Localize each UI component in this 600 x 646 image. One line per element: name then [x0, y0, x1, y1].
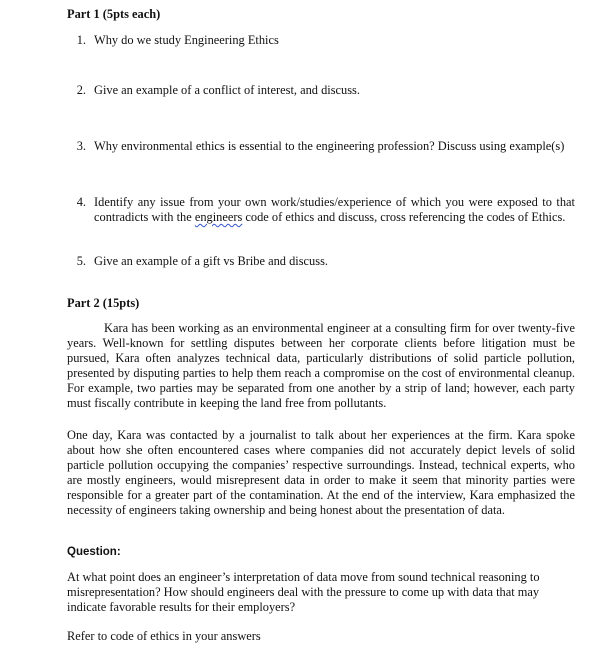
footer-note: Refer to code of ethics in your answers [67, 629, 261, 643]
question-number: 4. [76, 195, 86, 209]
question-text: Why do we study Engineering Ethics [94, 33, 279, 47]
part2-heading: Part 2 (15pts) [67, 296, 140, 310]
question-text-part: code of ethics and discuss, cross referencing the codes of Ethics. [242, 210, 566, 224]
question-text: Give an example of a conflict of interest, and discuss. [94, 83, 360, 97]
question-text: Why environmental ethics is essential to the engineering profession? Discuss using example(s) [94, 139, 565, 153]
scenario-paragraph-1: Kara has been working as an environmental engineer at a consulting firm for over twenty-five years. Well-known for settling disputes between her corporate clients before litigation must be pursued, Kara often analyzes technical data, particularly distributions of solid particle pollution, presented by disputing parties to help them reach a compromise on the cost of environmental cleanup. For example, two parties may be separated from one another by a strip of land; however, each party must fiscally contribute in keeping the land free from pollutants. [67, 321, 575, 410]
question-number: 3. [76, 139, 86, 153]
spellcheck-flagged-word: engineers [194, 210, 243, 224]
question-label: Question: [67, 546, 121, 558]
question-text-part: Identify any issue from your own work/studies/experience of which you were exposed to that contradicts with the [94, 195, 575, 224]
question-number: 5. [76, 254, 86, 268]
question-number: 1. [76, 33, 86, 47]
question-number: 2. [76, 83, 86, 97]
question-text: Give an example of a gift vs Bribe and discuss. [94, 254, 328, 268]
question-text-block: At what point does an engineer’s interpretation of data move from sound technical reasoning to misrepresentation? How should engineers deal with the pressure to come up with data that may indicate favorable results for their employers? [67, 570, 540, 614]
scenario-paragraph-2: One day, Kara was contacted by a journalist to talk about her experiences at the firm. Kara spoke about how she often encountered cases where companies did not accurately depict levels of solid particle pollution occupying the companies’ respective surroundings. Instead, technical experts, who are mostly engineers, would misrepresent data in order to make it seem that minority parties were responsible for a greater part of the contamination. At the end of the interview, Kara emphasized the necessity of engineers taking ownership and being honest about the presentation of data. [67, 428, 575, 517]
part1-heading: Part 1 (5pts each) [67, 7, 161, 21]
question-text [94, 195, 575, 225]
